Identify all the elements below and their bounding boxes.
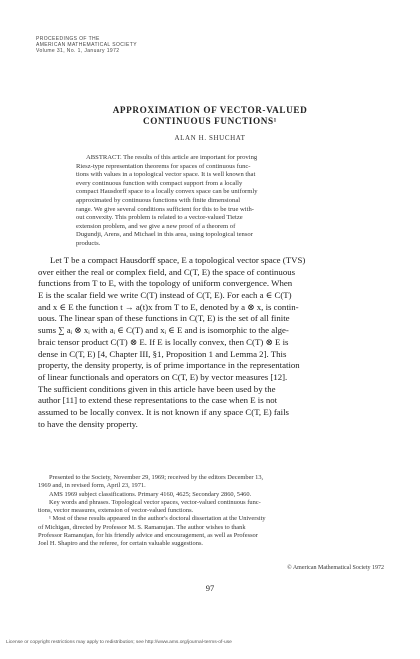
body-line: of linear functionals and operators on C(T, E) by vector measures [12]. (38, 371, 288, 382)
journal-volume: Volume 31, No. 1, January 1972 (36, 48, 120, 55)
abstract-line: Dugundji, Arens, and Michael in this area, using topological tensor (76, 231, 253, 239)
body-line: sums ∑ aᵢ ⊗ xᵢ with aᵢ ∈ C(T) and xᵢ ∈ E and is isomorphic to the alge- (38, 325, 289, 336)
abstract (76, 154, 346, 249)
body-line: author [11] to extend these representations to the case when E is not (38, 395, 278, 406)
journal-header (36, 36, 236, 55)
body-line: uous. The linear span of these functions in C(T, E) is the set of all finite (38, 313, 290, 324)
abstract-line: extension problem, and we give a new proof of a theorem of (76, 222, 236, 230)
article-title-line2: CONTINUOUS FUNCTIONS¹ (142, 116, 278, 126)
abstract-line: products. (76, 239, 101, 247)
body-line: and x ∈ E the function t → a(t)x from T to E, denoted by a ⊗ x, is contin- (38, 301, 299, 312)
abstract-line: range. We give several conditions sufficient for this to be true with- (76, 205, 254, 213)
journal-name-line1: PROCEEDINGS OF THE (36, 36, 100, 42)
footnote-line: AMS 1969 subject classifications. Primary 4160, 4625; Secondary 2860, 5460. (49, 490, 252, 498)
body-line: to have the density property. (38, 418, 138, 429)
footnote-line: Joel H. Shapiro and the referee, for certain valuable suggestions. (38, 540, 204, 548)
abstract-line: approximated by continuous functions with finite dimensional (76, 196, 241, 204)
body-line: E is the scalar field we write C(T) instead of C(T, E). For each a ∈ C(T) (38, 290, 292, 301)
body-line: braic tensor product C(T) ⊗ E. If E is locally convex, then C(T) ⊗ E is (38, 336, 289, 347)
footnote-line: Key words and phrases. Topological vector spaces, vector-valued continuous func- (49, 498, 261, 506)
page-number: 97 (205, 583, 215, 593)
abstract-line: out convexity. This problem is related to a vector-valued Tietze (76, 214, 243, 222)
body-line: The sufficient conditions given in this article have been used by the (38, 383, 276, 394)
body-line: assumed to be locally convex. It is not known if any space C(T, E) fails (38, 406, 289, 417)
abstract-line: tions with values in a topological vector space. It is well known that (76, 171, 256, 179)
license-notice: License or copyright restrictions may apply to redistribution; see http://www.ams.org/journal-terms-of-use (6, 640, 232, 645)
footnotes (38, 474, 381, 549)
abstract-line: Riesz-type representation theorems for spaces of continuous func- (76, 162, 251, 170)
author-name: ALAN H. SHUCHAT (174, 134, 246, 142)
body-line: over either the real or complex field, and C(T, E) the space of continuous (38, 266, 296, 277)
footnote-line: 1969 and, in revised form, April 23, 1971. (38, 482, 146, 490)
journal-name-line2: AMERICAN MATHEMATICAL SOCIETY (36, 42, 137, 49)
footnote-line: Presented to the Society, November 29, 1969; received by the editors December 13, (49, 474, 264, 481)
abstract-line: compact Hausdorff space to a locally convex space can be uniformly (76, 188, 258, 196)
copyright-notice: © American Mathematical Society 1972 (287, 565, 384, 571)
abstract-line: ABSTRACT. The results of this article are important for proving (86, 154, 258, 161)
body-line: dense in C(T, E) [4, Chapter III, §1, Proposition 1 and Lemma 2]. This (38, 348, 287, 359)
body-line: property, the density property, is of prime importance in the representation (38, 360, 300, 371)
body-text (38, 255, 381, 430)
body-line: Let T be a compact Hausdorff space, E a topological vector space (TVS) (50, 255, 306, 265)
footnote-line: Professor Ramanujan, for his friendly advice and encouragement, as well as Professor (38, 532, 258, 540)
footnote-line: tions, vector measures, extension of vector-valued functions. (38, 507, 194, 515)
footnote-line: ¹ Most of these results appeared in the author's doctoral dissertation at the University (49, 515, 266, 523)
article-title-line1: APPROXIMATION OF VECTOR-VALUED (112, 105, 308, 115)
abstract-line: every continuous function with compact support from a locally (76, 179, 243, 187)
body-line: functions from T to E, with the topology of uniform convergence. When (38, 278, 293, 289)
footnote-line: of Michigan, directed by Professor M. S. Ramanujan. The author wishes to thank (38, 523, 246, 531)
